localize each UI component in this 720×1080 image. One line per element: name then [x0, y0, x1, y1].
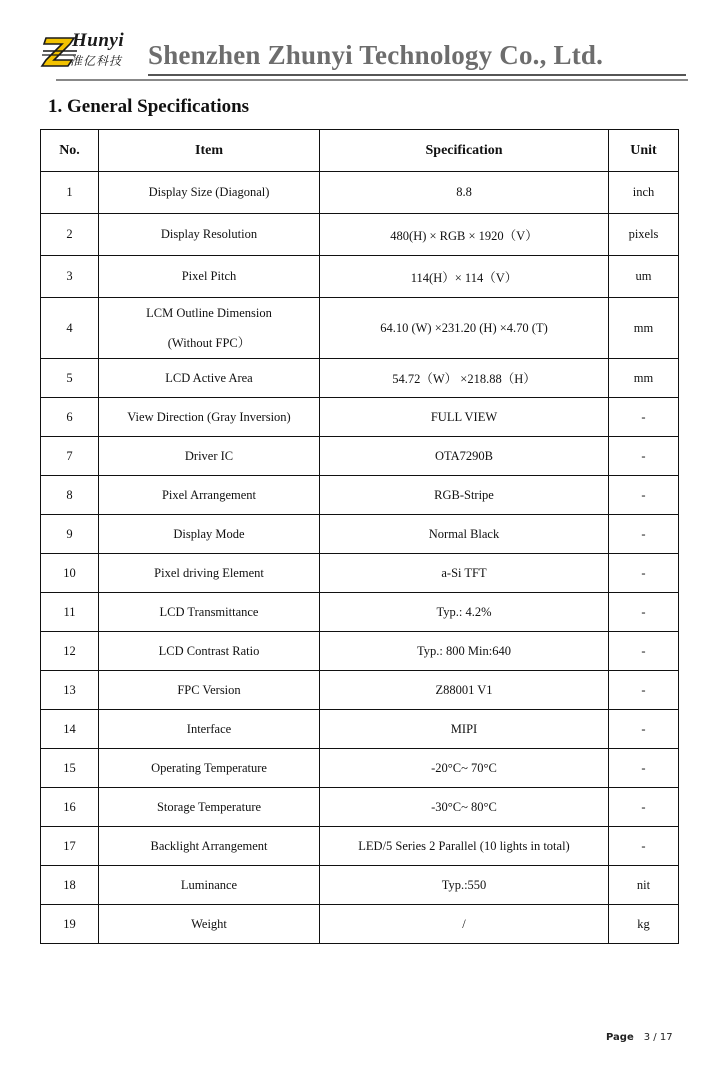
table-row	[41, 788, 679, 827]
table-row	[41, 298, 679, 359]
company-logo	[40, 30, 136, 76]
row-no: 1	[41, 172, 99, 214]
row-no: 9	[41, 515, 99, 554]
row-spec: 64.10 (W) ×231.20 (H) ×4.70 (T)	[320, 298, 609, 359]
table-row	[41, 214, 679, 256]
column-header-specification: Specification	[320, 130, 609, 172]
column-header-unit: Unit	[609, 130, 679, 172]
row-item: Display Size (Diagonal)	[99, 172, 320, 214]
row-no: 7	[41, 437, 99, 476]
company-name: Shenzhen Zhunyi Technology Co., Ltd.	[148, 40, 604, 70]
table-row	[41, 671, 679, 710]
row-spec: a-Si TFT	[320, 554, 609, 593]
row-item: Pixel Pitch	[99, 256, 320, 298]
row-unit: -	[609, 554, 679, 593]
row-unit: nit	[609, 866, 679, 905]
logo-chinese-text: 准亿科技	[70, 54, 123, 68]
row-spec: /	[320, 905, 609, 944]
row-unit: -	[609, 827, 679, 866]
row-spec: Normal Black	[320, 515, 609, 554]
row-no: 13	[41, 671, 99, 710]
row-spec: -20°C~ 70°C	[320, 749, 609, 788]
row-item: Interface	[99, 710, 320, 749]
row-no: 3	[41, 256, 99, 298]
row-unit: -	[609, 788, 679, 827]
row-item	[99, 298, 320, 359]
row-no: 10	[41, 554, 99, 593]
row-unit: kg	[609, 905, 679, 944]
logo-wordmark: Hunyi	[72, 30, 125, 51]
table-row	[41, 593, 679, 632]
row-no: 19	[41, 905, 99, 944]
row-no: 17	[41, 827, 99, 866]
table-row	[41, 256, 679, 298]
row-item: Operating Temperature	[99, 749, 320, 788]
table-row	[41, 554, 679, 593]
header-rule	[148, 74, 686, 76]
row-unit: -	[609, 476, 679, 515]
table-row	[41, 827, 679, 866]
row-item: Storage Temperature	[99, 788, 320, 827]
row-no: 8	[41, 476, 99, 515]
row-spec: Typ.: 4.2%	[320, 593, 609, 632]
header-rule-secondary	[56, 79, 688, 81]
row-spec: Z88001 V1	[320, 671, 609, 710]
table-row	[41, 437, 679, 476]
row-item: LCD Contrast Ratio	[99, 632, 320, 671]
row-no: 6	[41, 398, 99, 437]
page-footer	[606, 1032, 673, 1043]
row-spec: 114(H）× 114（V）	[320, 256, 609, 298]
table-row	[41, 359, 679, 398]
row-unit: um	[609, 256, 679, 298]
row-unit: -	[609, 593, 679, 632]
row-item: LCD Transmittance	[99, 593, 320, 632]
row-spec: -30°C~ 80°C	[320, 788, 609, 827]
row-item: View Direction (Gray Inversion)	[99, 398, 320, 437]
row-unit: -	[609, 437, 679, 476]
row-unit: -	[609, 710, 679, 749]
row-no: 12	[41, 632, 99, 671]
column-header-no: No.	[41, 130, 99, 172]
general-specifications-table	[40, 129, 679, 944]
table-row	[41, 172, 679, 214]
row-spec: FULL VIEW	[320, 398, 609, 437]
table-row	[41, 632, 679, 671]
row-item: Display Mode	[99, 515, 320, 554]
row-unit: -	[609, 398, 679, 437]
row-unit: -	[609, 632, 679, 671]
row-no: 15	[41, 749, 99, 788]
row-item: LCD Active Area	[99, 359, 320, 398]
row-unit: mm	[609, 298, 679, 359]
table-row	[41, 710, 679, 749]
row-item: FPC Version	[99, 671, 320, 710]
table-row	[41, 398, 679, 437]
section-title: 1. General Specifications	[48, 96, 250, 117]
row-no: 14	[41, 710, 99, 749]
page-label: Page	[606, 1032, 634, 1043]
table-header-row	[41, 130, 679, 172]
table-row	[41, 515, 679, 554]
row-unit: inch	[609, 172, 679, 214]
row-unit: -	[609, 671, 679, 710]
page-header	[36, 28, 688, 84]
row-item: Driver IC	[99, 437, 320, 476]
row-no: 11	[41, 593, 99, 632]
row-spec: Typ.:550	[320, 866, 609, 905]
page-number: 3 / 17	[643, 1032, 673, 1043]
row-spec: LED/5 Series 2 Parallel (10 lights in total)	[320, 827, 609, 866]
table-row	[41, 476, 679, 515]
row-item: Pixel driving Element	[99, 554, 320, 593]
row-spec: 480(H) × RGB × 1920（V）	[320, 214, 609, 256]
row-no: 16	[41, 788, 99, 827]
row-spec: 8.8	[320, 172, 609, 214]
row-item-line1: LCM Outline Dimension	[146, 306, 272, 320]
row-spec: Typ.: 800 Min:640	[320, 632, 609, 671]
row-no: 4	[41, 298, 99, 359]
row-item: Weight	[99, 905, 320, 944]
row-no: 5	[41, 359, 99, 398]
table-row	[41, 905, 679, 944]
row-unit: -	[609, 515, 679, 554]
row-unit: -	[609, 749, 679, 788]
row-spec: OTA7290B	[320, 437, 609, 476]
row-item: Pixel Arrangement	[99, 476, 320, 515]
row-item: Display Resolution	[99, 214, 320, 256]
table-row	[41, 749, 679, 788]
row-item: Luminance	[99, 866, 320, 905]
row-unit: mm	[609, 359, 679, 398]
row-no: 2	[41, 214, 99, 256]
row-spec: RGB-Stripe	[320, 476, 609, 515]
row-no: 18	[41, 866, 99, 905]
row-item: Backlight Arrangement	[99, 827, 320, 866]
row-spec: 54.72（W） ×218.88（H）	[320, 359, 609, 398]
row-spec: MIPI	[320, 710, 609, 749]
row-unit: pixels	[609, 214, 679, 256]
table-row	[41, 866, 679, 905]
row-item-line2: (Without FPC）	[167, 336, 251, 350]
column-header-item: Item	[99, 130, 320, 172]
